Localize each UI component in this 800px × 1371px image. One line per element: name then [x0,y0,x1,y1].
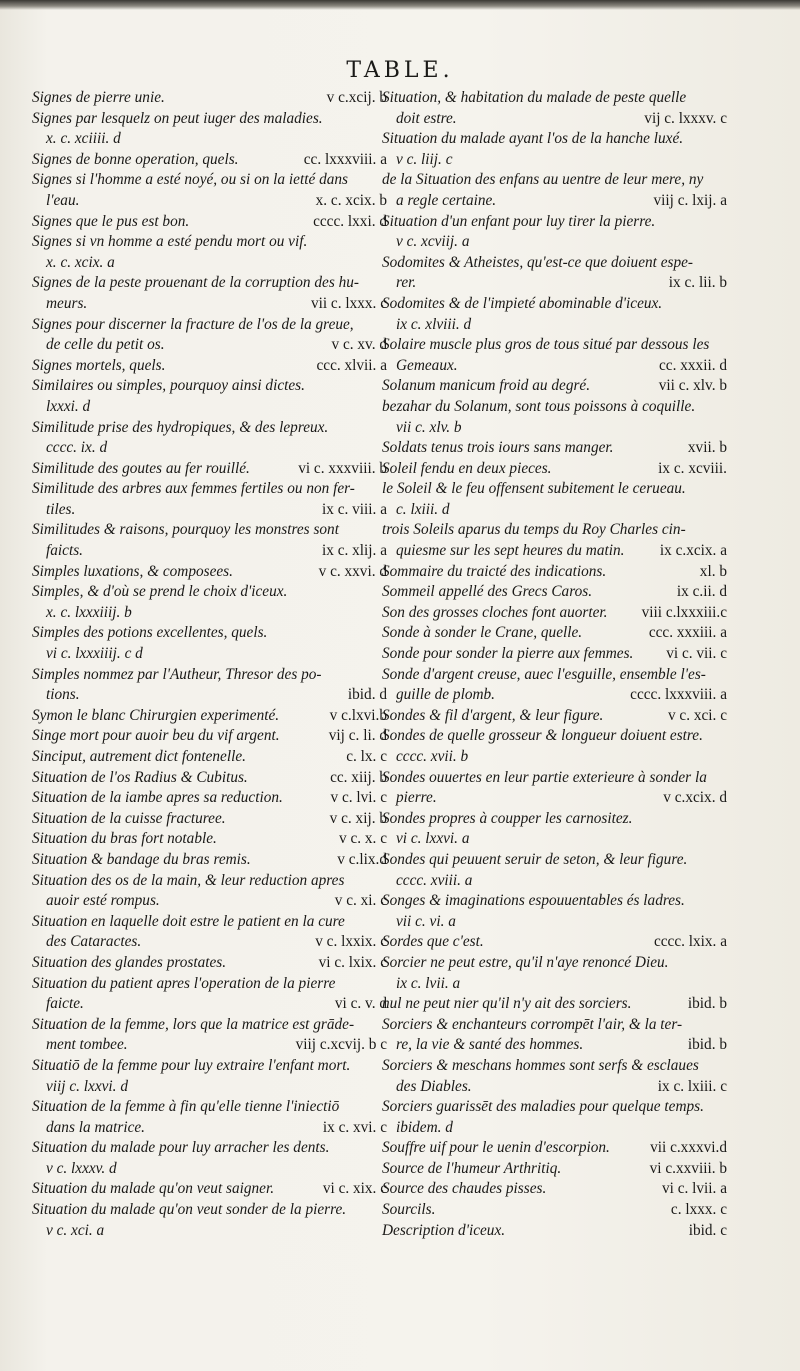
index-entry [382,603,727,624]
entry-reference: ix c. xcviii. [658,459,727,477]
index-entry [382,1035,727,1056]
entry-text: Sonde pour sonder la pierre aux femmes. [382,645,634,663]
index-entry [382,232,727,253]
entry-reference: vi c. lvii. a [662,1180,727,1198]
entry-text: Son des grosses cloches font auorter. [382,603,608,621]
entry-text: re, la vie & santé des hommes. [396,1036,584,1054]
entry-text: Signes de la peste prouenant de la corruption des hu- [32,274,359,292]
entry-reference: ix c.ii. d [676,583,727,601]
entry-text: Situation, & habitation du malade de peste quelle [382,89,687,106]
entry-reference: v c. xi. c [334,892,387,910]
entry-text: Sonde à sonder le Crane, quelle. [382,624,583,642]
entry-reference: vij c. li. d [328,727,387,745]
entry-reference: v c.lix.d [337,850,387,868]
entry-reference: ix c. viii. a [322,500,387,518]
entry-reference: ix c. lxiii. c [657,1077,727,1095]
entry-text: Signes de bonne operation, quels. [32,150,239,168]
index-entry [382,1159,727,1180]
entry-text: ix c. xlviii. d [396,315,472,333]
index-entry [32,850,387,871]
index-entry [32,871,387,892]
entry-reference: viij c.xcvij. b c [295,1036,387,1054]
index-entry [382,170,727,191]
entry-text: Sonde d'argent creuse, auec l'esguille, ensemble l'es- [382,665,706,683]
entry-reference: cc. xiij. b [330,768,387,786]
index-entry [382,212,727,233]
index-entry [32,1015,387,1036]
index-entry [382,397,727,418]
left-column [32,88,387,1241]
entry-text: l'eau. [46,191,80,209]
entry-text: Sondes qui peuuent seruir de seton, & leur figure. [382,850,688,868]
entry-reference: vi c. vii. c [666,645,727,663]
index-entry [32,212,387,233]
entry-text: Description d'iceux. [382,1221,506,1239]
index-entry [32,932,387,953]
index-entry [32,1118,387,1139]
entry-reference: vij c. lxxxv. c [644,109,727,127]
entry-text: Sommaire du traicté des indications. [382,562,607,580]
index-entry [382,253,727,274]
entry-text: Situation de la femme, lors que la matrice est grāde- [32,1015,355,1033]
index-entry [382,88,727,109]
entry-reference: cc. lxxxviii. a [303,150,387,168]
index-entry [32,232,387,253]
entry-reference: ibid. b [687,1036,727,1054]
index-entry [32,953,387,974]
index-entry [32,1200,387,1221]
index-entry [32,768,387,789]
entry-text: Signes si l'homme a esté noyé, ou si on la ietté dans [32,171,348,189]
index-entry [32,582,387,603]
entry-text: Situation de l'os Radius & Cubitus. [32,768,248,786]
index-entry [382,582,727,603]
entry-text: Situation du malade pour luy arracher les dents. [32,1139,330,1157]
entry-reference: ccc. xxxiii. a [648,624,727,642]
index-entry [32,994,387,1015]
entry-text: doit estre. [396,109,457,127]
entry-text: Sondes & fil d'argent, & leur figure. [382,706,604,724]
entry-reference: vi c.xxviii. b [649,1159,727,1177]
entry-reference: cccc. lxxxviii. a [630,686,727,704]
index-entry [382,500,727,521]
entry-text: Simples nommez par l'Autheur, Thresor des po- [32,665,322,683]
entry-text: Situation de la femme à fin qu'elle tienne l'iniectiō [32,1098,340,1116]
index-entry [382,459,727,480]
index-entry [32,788,387,809]
entry-reference: ibid. b [687,995,727,1013]
entry-text: Situation & bandage du bras remis. [32,850,251,868]
entry-text: faicts. [46,542,83,560]
entry-text: trois Soleils aparus du temps du Roy Charles cin- [382,521,686,539]
entry-reference: viii c.lxxxiii.c [641,603,727,621]
index-entry [382,273,727,294]
entry-reference: v c. lxxix. c [315,933,387,951]
entry-text: viij c. lxxvi. d [46,1077,128,1095]
index-entry [382,974,727,995]
index-entry [32,418,387,439]
index-entry [32,1179,387,1200]
index-entry [382,1138,727,1159]
entry-text: Signes mortels, quels. [32,356,166,374]
entry-text: auoir esté rompus. [46,892,160,910]
entry-text: Signes pour discerner la fracture de l'os de la greue, [32,315,354,333]
entry-text: Soldats tenus trois iours sans manger. [382,439,614,457]
entry-text: vi c. lxxxiiij. c d [46,645,143,663]
index-entry [32,459,387,480]
index-entry [382,850,727,871]
entry-text: Sourcils. [382,1201,436,1219]
index-entry [32,891,387,912]
entry-text: Similitudes & raisons, pourquoy les monstres sont [32,521,339,539]
index-entry [32,520,387,541]
index-entry [32,1159,387,1180]
index-entry [32,1138,387,1159]
index-entry [32,376,387,397]
entry-text: vii c. xlv. b [396,418,462,436]
index-entry [32,665,387,686]
entry-text: tions. [46,686,80,704]
index-entry [382,932,727,953]
index-entry [382,294,727,315]
index-entry [32,706,387,727]
index-entry [382,315,727,336]
entry-reference: v c.xcix. d [663,789,727,807]
entry-reference: ix c. xvi. c [322,1118,387,1136]
entry-text: quiesme sur les sept heures du matin. [396,542,625,560]
index-entry [32,191,387,212]
index-entry [32,541,387,562]
index-entry [32,1056,387,1077]
entry-text: v c. lxxxv. d [46,1159,117,1177]
entry-text: Sodomites & de l'impieté abominable d'iceux. [382,294,663,312]
entry-reference: v c. xxvi. d [318,562,387,580]
entry-reference: vii c.xxxvi.d [650,1139,727,1157]
entry-reference: viij c. lxij. a [653,191,727,209]
index-entry [382,418,727,439]
entry-text: des Diables. [396,1077,472,1095]
entry-text: pierre. [396,789,437,807]
entry-text: Sordes que c'est. [382,933,484,951]
entry-text: Solaire muscle plus gros de tous situé par dessous les [382,336,710,354]
index-entry [382,912,727,933]
entry-text: Simples luxations, & composees. [32,562,233,580]
index-entry [32,109,387,130]
entry-reference: v c.lxvi.b [329,706,387,724]
entry-text: Signes que le pus est bon. [32,212,190,230]
entry-text: Situation en laquelle doit estre le patient en la cure [32,912,345,930]
entry-text: meurs. [46,294,88,312]
entry-reference: v c. xv. d [331,336,387,354]
index-entry [32,1097,387,1118]
entry-text: Situation des os de la main, & leur reduction apres [32,871,345,889]
entry-reference: vii c. lxxx. c [310,294,387,312]
entry-text: Simples, & d'où se prend le choix d'iceux. [32,583,288,601]
entry-text: Singe mort pour auoir beu du vif argent. [32,727,280,745]
entry-text: a regle certaine. [396,191,497,209]
entry-text: vi c. lxxvi. a [396,830,470,848]
index-entry [32,1077,387,1098]
entry-text: lxxxi. d [46,397,91,415]
page-top-edge [0,0,800,10]
index-entry [382,1179,727,1200]
entry-reference: xl. b [699,562,727,580]
index-entry [382,1077,727,1098]
index-entry [382,871,727,892]
entry-text: Situatiō de la femme pour luy extraire l'enfant mort. [32,1056,351,1074]
entry-text: Signes par lesquelz on peut iuger des maladies. [32,109,323,127]
index-entry [382,1200,727,1221]
entry-reference: cc. xxxii. d [659,356,727,374]
entry-text: Situation d'un enfant pour luy tirer la pierre. [382,212,656,230]
entry-text: Sorciers & meschans hommes sont serfs & esclaues [382,1056,699,1074]
entry-text: de la Situation des enfans au uentre de leur mere, ny [382,171,704,189]
entry-reference: ibid. c [688,1221,727,1239]
entry-text: Symon le blanc Chirurgien experimenté. [32,706,280,724]
entry-text: v c. liij. c [396,150,453,168]
index-entry [382,994,727,1015]
entry-text: Similitude des goutes au fer rouillé. [32,459,250,477]
index-entry [32,438,387,459]
entry-text: bezahar du Solanum, sont tous poissons à coquille. [382,397,696,415]
entry-reference: vi c. lxix. c [318,953,387,971]
entry-text: Situation du malade qu'on veut sonder de la pierre. [32,1201,347,1219]
index-entry [32,273,387,294]
entry-text: ment tombee. [46,1036,128,1054]
entry-text: ibidem. d [396,1118,453,1136]
index-entry [32,500,387,521]
entry-text: Soleil fendu en deux pieces. [382,459,552,477]
entry-text: Situation de la iambe apres sa reduction. [32,789,283,807]
index-entry [382,644,727,665]
index-entry [32,974,387,995]
entry-reference: vi c. xxxviii. b [298,459,387,477]
entry-text: Similitude prise des hydropiques, & des lepreux. [32,418,329,436]
entry-text: ix c. lvii. a [396,974,461,992]
entry-text: Situation de la cuisse fracturee. [32,809,226,827]
index-entry [382,953,727,974]
index-entry [32,335,387,356]
entry-text: rer. [396,274,417,292]
entry-text: Simples des potions excellentes, quels. [32,624,268,642]
entry-reference: v c. lvi. c [330,789,387,807]
index-entry [382,356,727,377]
entry-reference: x. c. xcix. b [315,191,387,209]
index-entry [382,191,727,212]
index-entry [382,129,727,150]
entry-text: Sondes ouuertes en leur partie exterieure à sonder la [382,768,707,786]
entry-text: Sodomites & Atheistes, qu'est-ce que doiuent espe- [382,253,693,271]
entry-text: dans la matrice. [46,1118,145,1136]
entry-text: Situation du malade qu'on veut saigner. [32,1180,275,1198]
index-entry [32,170,387,191]
entry-text: cccc. xvii. b [396,748,469,765]
entry-reference: ibid. d [347,686,387,704]
index-entry [32,912,387,933]
page-header: TABLE. [346,58,454,83]
entry-text: vii c. vi. a [396,912,456,930]
index-entry [382,768,727,789]
entry-text: Sinciput, autrement dict fontenelle. [32,748,246,765]
index-entry [32,88,387,109]
index-entry [382,685,727,706]
entry-reference: v c. xci. c [667,706,727,724]
index-entry [32,253,387,274]
entry-text: Solanum manicum froid au degré. [382,377,591,395]
index-entry [32,479,387,500]
entry-text: v c. xci. a [46,1221,105,1239]
index-entry [382,438,727,459]
index-entry [32,294,387,315]
index-entry [32,315,387,336]
entry-text: Souffre uif pour le uenin d'escorpion. [382,1139,610,1157]
entry-text: cccc. ix. d [46,439,108,457]
index-entry [382,829,727,850]
index-entry [382,1221,727,1242]
entry-text: Situation des glandes prostates. [32,953,227,971]
index-entry [382,1097,727,1118]
entry-reference: ccc. xlvii. a [316,356,387,374]
index-entry [32,685,387,706]
index-entry [32,129,387,150]
index-entry [382,335,727,356]
index-entry [382,150,727,171]
index-entry [382,726,727,747]
entry-text: Signes de pierre unie. [32,89,165,106]
index-entry [32,747,387,768]
entry-text: Sondes de quelle grosseur & longueur doiuent estre. [382,727,703,745]
entry-text: c. lxiii. d [396,500,450,518]
index-entry [382,520,727,541]
index-entry [382,562,727,583]
index-entry [32,1221,387,1242]
entry-text: v c. xcviij. a [396,233,470,251]
right-column [382,88,727,1241]
index-entry [382,1118,727,1139]
entry-text: Source de l'humeur Arthritiq. [382,1159,562,1177]
entry-text: Situation du malade ayant l'os de la hanche luxé. [382,130,684,148]
index-entry [32,644,387,665]
index-entry [32,829,387,850]
index-entry [32,356,387,377]
entry-text: tiles. [46,500,76,518]
entry-text: des Cataractes. [46,933,142,951]
entry-text: x. c. xciiii. d [46,130,121,148]
index-entry [382,747,727,768]
index-entry [382,788,727,809]
index-entry [32,397,387,418]
index-entry [32,603,387,624]
index-entry [32,809,387,830]
entry-text: Signes si vn homme a esté pendu mort ou vif. [32,233,308,251]
entry-text: Situation du bras fort notable. [32,830,217,848]
index-entry [382,1056,727,1077]
entry-text: faicte. [46,995,84,1013]
entry-text: x. c. lxxxiiij. b [46,603,132,621]
entry-reference: v c. x. c [339,830,387,848]
entry-reference: vi c. v. d [334,995,387,1013]
entry-reference: cccc. lxix. a [653,933,727,951]
index-entry [382,623,727,644]
index-entry [32,623,387,644]
entry-text: Sorcier ne peut estre, qu'il n'aye renoncé Dieu. [382,953,669,971]
index-entry [32,562,387,583]
entry-text: x. c. xcix. a [46,253,115,271]
index-entry [382,541,727,562]
entry-text: de celle du petit os. [46,336,165,354]
entry-text: Songes & imaginations espouuentables és ladres. [382,892,685,910]
entry-text: nul ne peut nier qu'il n'y ait des sorciers. [382,995,632,1013]
entry-text: Gemeaux. [396,356,458,374]
index-entry [382,109,727,130]
entry-reference: c. lxxx. c [670,1201,727,1219]
entry-text: Similitude des arbres aux femmes fertiles ou non fer- [32,480,355,498]
index-entry [382,665,727,686]
entry-text: Source des chaudes pisses. [382,1180,547,1198]
entry-reference: vii c. xlv. b [658,377,727,395]
index-entry [32,726,387,747]
entry-reference: xvii. b [687,439,727,457]
index-entry [382,891,727,912]
index-entry [32,150,387,171]
entry-reference: ix c. xlij. a [322,542,387,560]
entry-text: le Soleil & le feu offensent subitement le cerueau. [382,480,686,498]
entry-text: Sorciers guarissēt des maladies pour quelque temps. [382,1098,704,1116]
entry-reference: ix c.xcix. a [659,542,727,560]
entry-reference: ix c. lii. b [668,274,727,292]
index-entry [32,1035,387,1056]
entry-text: guille de plomb. [396,686,495,704]
index-entry [382,706,727,727]
entry-text: Situation du patient apres l'operation de la pierre [32,974,336,992]
entry-reference: c. lx. c [346,748,387,765]
entry-text: Similaires ou simples, pourquoy ainsi dictes. [32,377,305,395]
entry-text: Sommeil appellé des Grecs Caros. [382,583,593,601]
index-entry [382,1015,727,1036]
entry-text: cccc. xviii. a [396,871,473,889]
entry-reference: v c. xij. b [329,809,387,827]
entry-reference: cccc. lxxi. d [313,212,387,230]
entry-text: Sorciers & enchanteurs corrompēt l'air, & la ter- [382,1015,683,1033]
entry-reference: v c.xcij. b [326,89,387,106]
entry-reference: vi c. xix. c [322,1180,387,1198]
index-entry [382,376,727,397]
entry-text: Sondes propres à coupper les carnositez. [382,809,633,827]
index-entry [382,809,727,830]
index-entry [382,479,727,500]
